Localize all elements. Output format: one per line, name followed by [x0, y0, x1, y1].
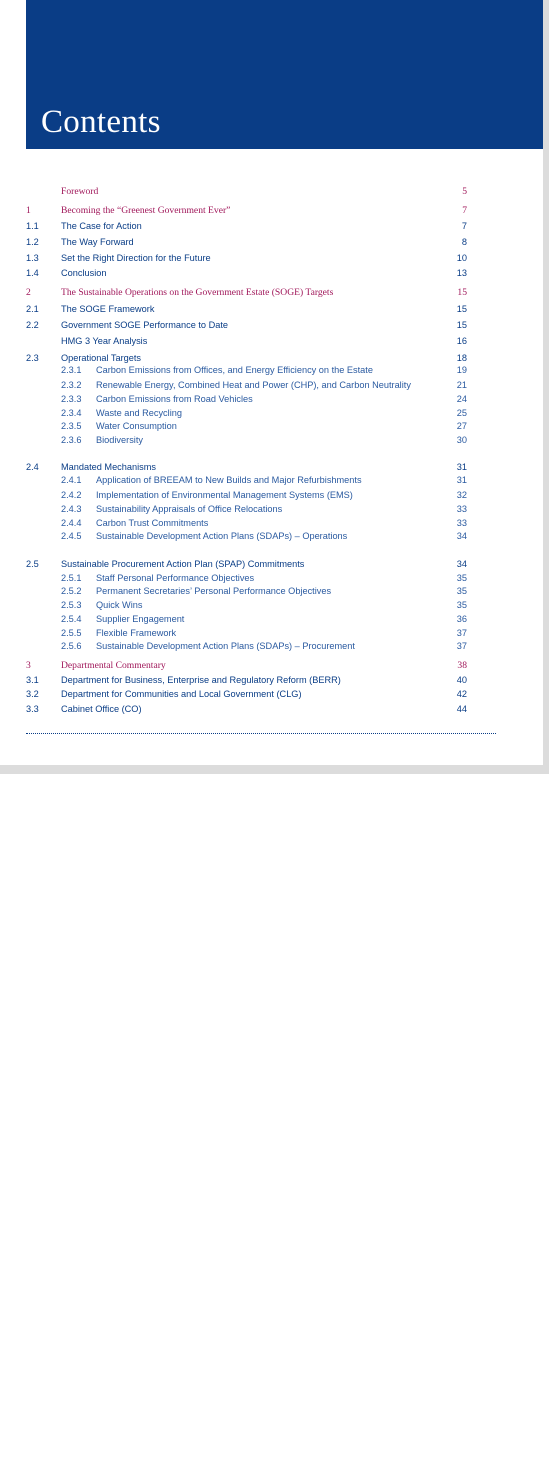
toc-entry-number: 2.2 [26, 320, 39, 330]
toc-entry[interactable] [0, 572, 549, 585]
toc-entry-page: 31 [440, 461, 467, 1235]
toc-entry-page: 7 [440, 204, 467, 978]
toc-entry-title: Sustainability Appraisals of Office Relocations [96, 504, 283, 514]
toc-entry-page: 10 [440, 252, 467, 1026]
toc-entry-title: The Way Forward [61, 237, 134, 247]
toc-entry[interactable] [0, 474, 549, 487]
toc-entry[interactable] [0, 627, 549, 640]
toc-entry-number: 2.5 [26, 559, 39, 569]
toc-entry-title: Staff Personal Performance Objectives [96, 573, 255, 583]
toc-entry-number: 1.2 [26, 237, 39, 247]
toc-entry-title: Department for Business, Enterprise and Regulatory Reform (BERR) [61, 675, 341, 685]
toc-entry-number: 1.4 [26, 268, 39, 278]
toc-entry-number: 2.3.2 [61, 380, 82, 390]
toc-entry-page: 37 [440, 627, 467, 1401]
toc-entry-number: 2.3.3 [61, 394, 82, 404]
toc-entry-title: Carbon Emissions from Road Vehicles [96, 394, 253, 404]
toc-entry-number: 2.4 [26, 462, 39, 472]
toc-entry[interactable] [0, 220, 549, 233]
toc-entry-title: Cabinet Office (CO) [61, 704, 142, 714]
toc-entry[interactable] [0, 613, 549, 626]
toc-entry[interactable] [0, 489, 549, 502]
toc-entry-title: Carbon Emissions from Offices, and Energy Efficiency on the Estate [96, 365, 373, 375]
footer-divider [26, 733, 496, 734]
toc-entry-title: Foreword [61, 186, 99, 197]
toc-entry[interactable] [0, 407, 549, 420]
toc-entry-title: Set the Right Direction for the Future [61, 253, 211, 263]
toc-entry-title: Sustainable Development Action Plans (SDAPs) – Operations [96, 531, 348, 541]
toc-entry-number: 1 [26, 205, 31, 216]
toc-entry-page: 15 [440, 286, 467, 1060]
toc-entry-title: Quick Wins [96, 600, 143, 610]
toc-entry-number: 2.5.2 [61, 586, 82, 596]
toc-entry[interactable] [0, 185, 549, 198]
toc-entry-number: 2.3.1 [61, 365, 82, 375]
toc-entry[interactable] [0, 585, 549, 598]
toc-entry-number: 3.2 [26, 689, 39, 699]
toc-entry-page: 7 [440, 220, 467, 994]
toc-entry-title: Application of BREEAM to New Builds and Major Refurbishments [96, 475, 362, 485]
toc-entry[interactable] [0, 393, 549, 406]
toc-entry-page: 18 [440, 352, 467, 1126]
toc-entry[interactable] [0, 286, 549, 299]
toc-entry-page: 32 [440, 489, 467, 1263]
toc-entry-page: 33 [440, 517, 467, 1291]
toc-entry-number: 2.3.4 [61, 408, 82, 418]
toc-entry-title: The Case for Action [61, 221, 142, 231]
toc-entry-title: The SOGE Framework [61, 304, 155, 314]
toc-entry-page: 21 [440, 379, 467, 1153]
toc-entry-title: Permanent Secretaries’ Personal Performance Objectives [96, 586, 332, 596]
toc-entry-number: 3.3 [26, 704, 39, 714]
toc-entry-number: 2.4.2 [61, 490, 82, 500]
toc-entry-number: 2.4.4 [61, 518, 82, 528]
toc-entry-page: 24 [440, 393, 467, 1167]
toc-entry-title: Departmental Commentary [61, 660, 166, 671]
toc-entry[interactable] [0, 688, 549, 701]
toc-entry-title: Conclusion [61, 268, 107, 278]
toc-entry-number: 1.3 [26, 253, 39, 263]
toc-entry[interactable] [0, 503, 549, 516]
toc-entry-page: 37 [440, 640, 467, 1414]
toc-entry-page: 38 [440, 659, 467, 1433]
toc-entry-page: 34 [440, 530, 467, 1304]
toc-entry[interactable] [0, 640, 549, 653]
toc-entry[interactable] [0, 319, 549, 332]
toc-entry-page: 35 [440, 572, 467, 1346]
toc-entry-number: 2.3.5 [61, 421, 82, 431]
toc-entry-page: 34 [440, 558, 467, 1332]
toc-entry-page: 15 [440, 319, 467, 1093]
toc-entry-number: 2.5.5 [61, 628, 82, 638]
toc-entry-number: 2.3.6 [61, 435, 82, 445]
toc-entry-number: 1.1 [26, 221, 39, 231]
toc-entry-page: 35 [440, 599, 467, 1373]
toc-entry-number: 2.4.5 [61, 531, 82, 541]
page-title: Contents [41, 104, 161, 140]
toc-entry-page: 30 [440, 434, 467, 1208]
toc-entry-title: Sustainable Procurement Action Plan (SPAP) Commitments [61, 559, 305, 569]
toc-entry-number: 2 [26, 287, 31, 298]
toc-entry[interactable] [0, 517, 549, 530]
toc-entry-page: 5 [440, 185, 467, 959]
toc-entry-page: 40 [440, 674, 467, 1448]
toc-entry-title: Waste and Recycling [96, 408, 182, 418]
toc-entry-number: 2.4.1 [61, 475, 82, 485]
toc-entry-title: Becoming the “Greenest Government Ever” [61, 205, 231, 216]
toc-entry-page: 27 [440, 420, 467, 1194]
toc-entry-title: HMG 3 Year Analysis [61, 336, 148, 346]
toc-entry-page: 33 [440, 503, 467, 1277]
toc-entry-title: Water Consumption [96, 421, 177, 431]
page-edge-bottom [0, 765, 549, 774]
toc-entry-title: Renewable Energy, Combined Heat and Power (CHP), and Carbon Neutrality [96, 380, 411, 390]
toc-entry-title: Biodiversity [96, 435, 143, 445]
toc-entry-number: 2.3 [26, 353, 39, 363]
toc-entry-number: 2.4.3 [61, 504, 82, 514]
toc-entry[interactable] [0, 659, 549, 672]
toc-entry-number: 3 [26, 660, 31, 671]
toc-entry-title: Supplier Engagement [96, 614, 185, 624]
toc-entry[interactable] [0, 252, 549, 265]
toc-entry[interactable] [0, 204, 549, 217]
toc-entry-number: 2.5.3 [61, 600, 82, 610]
toc-entry-number: 3.1 [26, 675, 39, 685]
toc-entry[interactable] [0, 420, 549, 433]
toc-entry[interactable] [0, 674, 549, 687]
toc-entry-page: 44 [440, 703, 467, 1477]
toc-entry-page: 8 [440, 236, 467, 1010]
toc-entry[interactable] [0, 530, 549, 543]
toc-entry-number: 2.1 [26, 304, 39, 314]
toc-entry-title: Operational Targets [61, 353, 142, 363]
toc-entry-number: 2.5.6 [61, 641, 82, 651]
toc-entry[interactable] [0, 335, 549, 348]
toc-entry[interactable] [0, 461, 549, 474]
toc-entry-page: 13 [440, 267, 467, 1041]
toc-entry[interactable] [0, 379, 549, 392]
toc-entry-page: 36 [440, 613, 467, 1387]
toc-entry[interactable] [0, 364, 549, 377]
toc-entry-title: Flexible Framework [96, 628, 177, 638]
toc-entry-number: 2.5.1 [61, 573, 82, 583]
toc-entry[interactable] [0, 303, 549, 316]
toc-entry-title: Carbon Trust Commitments [96, 518, 209, 528]
toc-entry-page: 25 [440, 407, 467, 1181]
toc-entry-title: Sustainable Development Action Plans (SDAPs) – Procurement [96, 641, 355, 651]
toc-entry-page: 31 [440, 474, 467, 1248]
toc-entry[interactable] [0, 267, 549, 280]
toc-entry-page: 42 [440, 688, 467, 1462]
toc-entry-page: 35 [440, 585, 467, 1359]
toc-entry[interactable] [0, 434, 549, 447]
toc-entry-title: The Sustainable Operations on the Government Estate (SOGE) Targets [61, 287, 334, 298]
toc-entry-title: Mandated Mechanisms [61, 462, 156, 472]
page-edge-right [543, 0, 549, 774]
toc-entry-page: 16 [440, 335, 467, 1109]
toc-entry-title: Implementation of Environmental Management Systems (EMS) [96, 490, 353, 500]
toc-entry-title: Department for Communities and Local Government (CLG) [61, 689, 302, 699]
toc-entry[interactable] [0, 558, 549, 571]
toc-entry-page: 15 [440, 303, 467, 1077]
toc-entry-page: 19 [440, 364, 467, 1138]
toc-entry-title: Government SOGE Performance to Date [61, 320, 228, 330]
toc-entry[interactable] [0, 703, 549, 716]
toc-entry-number: 2.5.4 [61, 614, 82, 624]
toc-entry[interactable] [0, 236, 549, 249]
toc-entry[interactable] [0, 599, 549, 612]
